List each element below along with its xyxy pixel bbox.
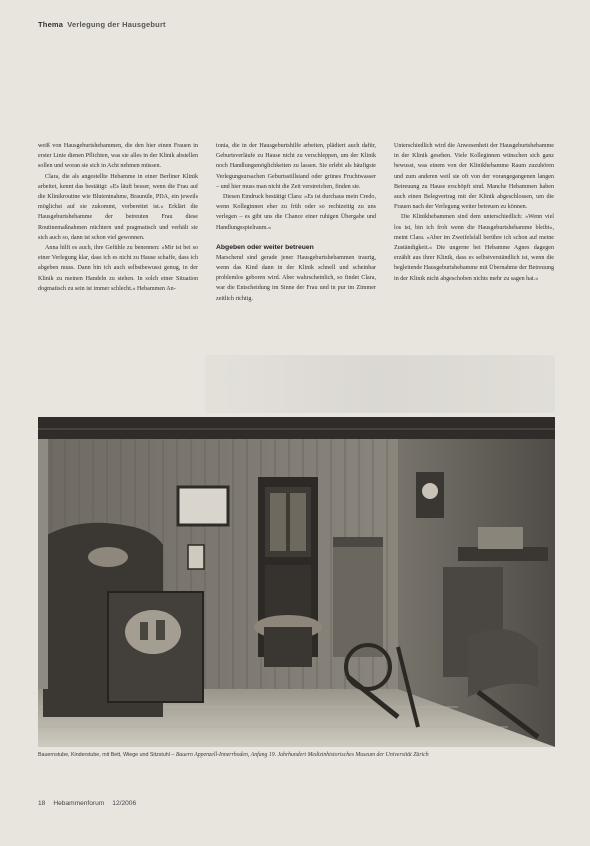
paragraph: Anna hilft es auch, ihre Gefühle zu benennen: »Mir ist bei so einer Verlegung klar, dass ich es nicht zu Hause schaffe, dass ich abgeben muss. Dann bin ich auch selbstbewusst genug, in der Klinik zu meinen Handeln zu stehen. In solch einer Situation dogmatisch zu sein ist immer schlecht.« Hebammen An-: [38, 245, 198, 292]
text-column-1: [38, 141, 198, 294]
faint-background-print: [205, 355, 555, 413]
photo-illustration: [38, 417, 555, 747]
section-subheading: Abgeben oder weiter betreuen: [216, 243, 314, 251]
paragraph: Clara, die als angestellte Hebamme in einer Berliner Klinik arbeitet, kennt das bestätigt: »Es läuft besser, wenn die Frau auf die Klinikroutine wie Blutentnahme, Braunüle, PDA, ein jeweils möglichst auf sie zukommt, vorbereitet ist.« Erklärt die Hausgeburtshebamme der betreuten Frau diese Routinemaßnahmen nüchtern und pragmatisch und verhält sie sich auch so, dann ist schon viel gewonnen.: [38, 173, 198, 241]
paragraph: tonia, die in der Hausgeburtshilfe arbeiten, plädiert auch dafür, Geburtsverläufe zu Hause nicht zu verschleppen, um der Klinik noch Handlungsmöglichkeiten zu lassen. Sie erlebt als häufigste Verlegungsursachen Geburtsstillstand oder grünes Fruchtwasser – und hier muss man nicht die Zeit verstreichen, finden sie.: [216, 143, 376, 190]
photo-caption: [38, 751, 555, 760]
issue-date: 12/2006: [112, 800, 137, 807]
caption-text: Bauernstube, Kinderstube, mit Bett, Wiege und Sitzstuhl –: [38, 752, 175, 758]
page-number: 18: [38, 800, 46, 807]
page-footer: [38, 800, 136, 807]
paragraph: Unterschiedlich wird die Anwesenheit der Hausgeburtshebamme in der Klinik gesehen. Viele Kolleginnen wünschen sich ganz bewusst, was einem von der Klinikhebamme Raum zuzuhören und zum anderen weil sie oft von der vorangegangenen langen Betreuung zu Hause erschöpft sind. Manche Hebammen haben auch einen Belegvertrag mit der Klinik abgeschlossen, um die Frauen nach der Verlegung weiter betreuen zu können.: [394, 143, 554, 211]
header-section: Verlegung der Hausgeburt: [67, 20, 166, 29]
paragraph: weiß von Hausgeburtshebammen, die den hier einen Frauen in erster Linie dienen Pflichten, was sie alles in der Klinik abstellen sollen und woran sie sich in Acht nehmen müssen.: [38, 143, 198, 170]
text-column-3: [394, 141, 554, 284]
paragraph: Marschend sind gerade jener Hausgeburtshebammen traurig, wenn das Kind dann in der Klinik schnell und scheinbar problemlos geboren wird. Aber wahrscheinlich, so findet Clara, war die Entscheidung im Sinne der Frau und in pur im Zimmer zeitlich richtig.: [216, 254, 376, 302]
historic-room-photo: [38, 417, 555, 747]
page-header: [38, 20, 166, 29]
text-column-2: [216, 141, 376, 304]
caption-credit: Bauern Appenzell-Innerrhoden, Anfang 19. Jahrhundert Medizinhistorisches Museum der Universität Zürich: [175, 752, 429, 758]
paragraph: Diesen Eindruck bestätigt Clara: »Es ist durchaus mein Credo, wenn Kolleginnen eher zu früh oder so rechtzeitig zu uns verlegen – es gibt uns die Chance einer ruhigen Übergabe und Handlungsspielraum.«: [216, 194, 376, 231]
header-title: Thema: [38, 20, 64, 29]
paragraph: Die Klinikhebammen sind dem unterschiedlich: »Wenn viel los ist, bin ich froh wenn die Hausgeburtshebamme bleibt«, meint Clara. »Aber im Zweifelsfall berühre ich schon auf meine Zuständigkeit.« Die ungerne bei Hebamme Agnes dagegen erzählt aus ihrer Klinik, dass es selbstverständlich ist, wenn die begleitende Hausgeburtshebamme mit Übernahme der Betreuung in der Klinik nicht abgeschoben nichts mehr zu sagen hat.«: [394, 214, 554, 282]
magazine-name: Hebammenforum: [53, 800, 105, 807]
